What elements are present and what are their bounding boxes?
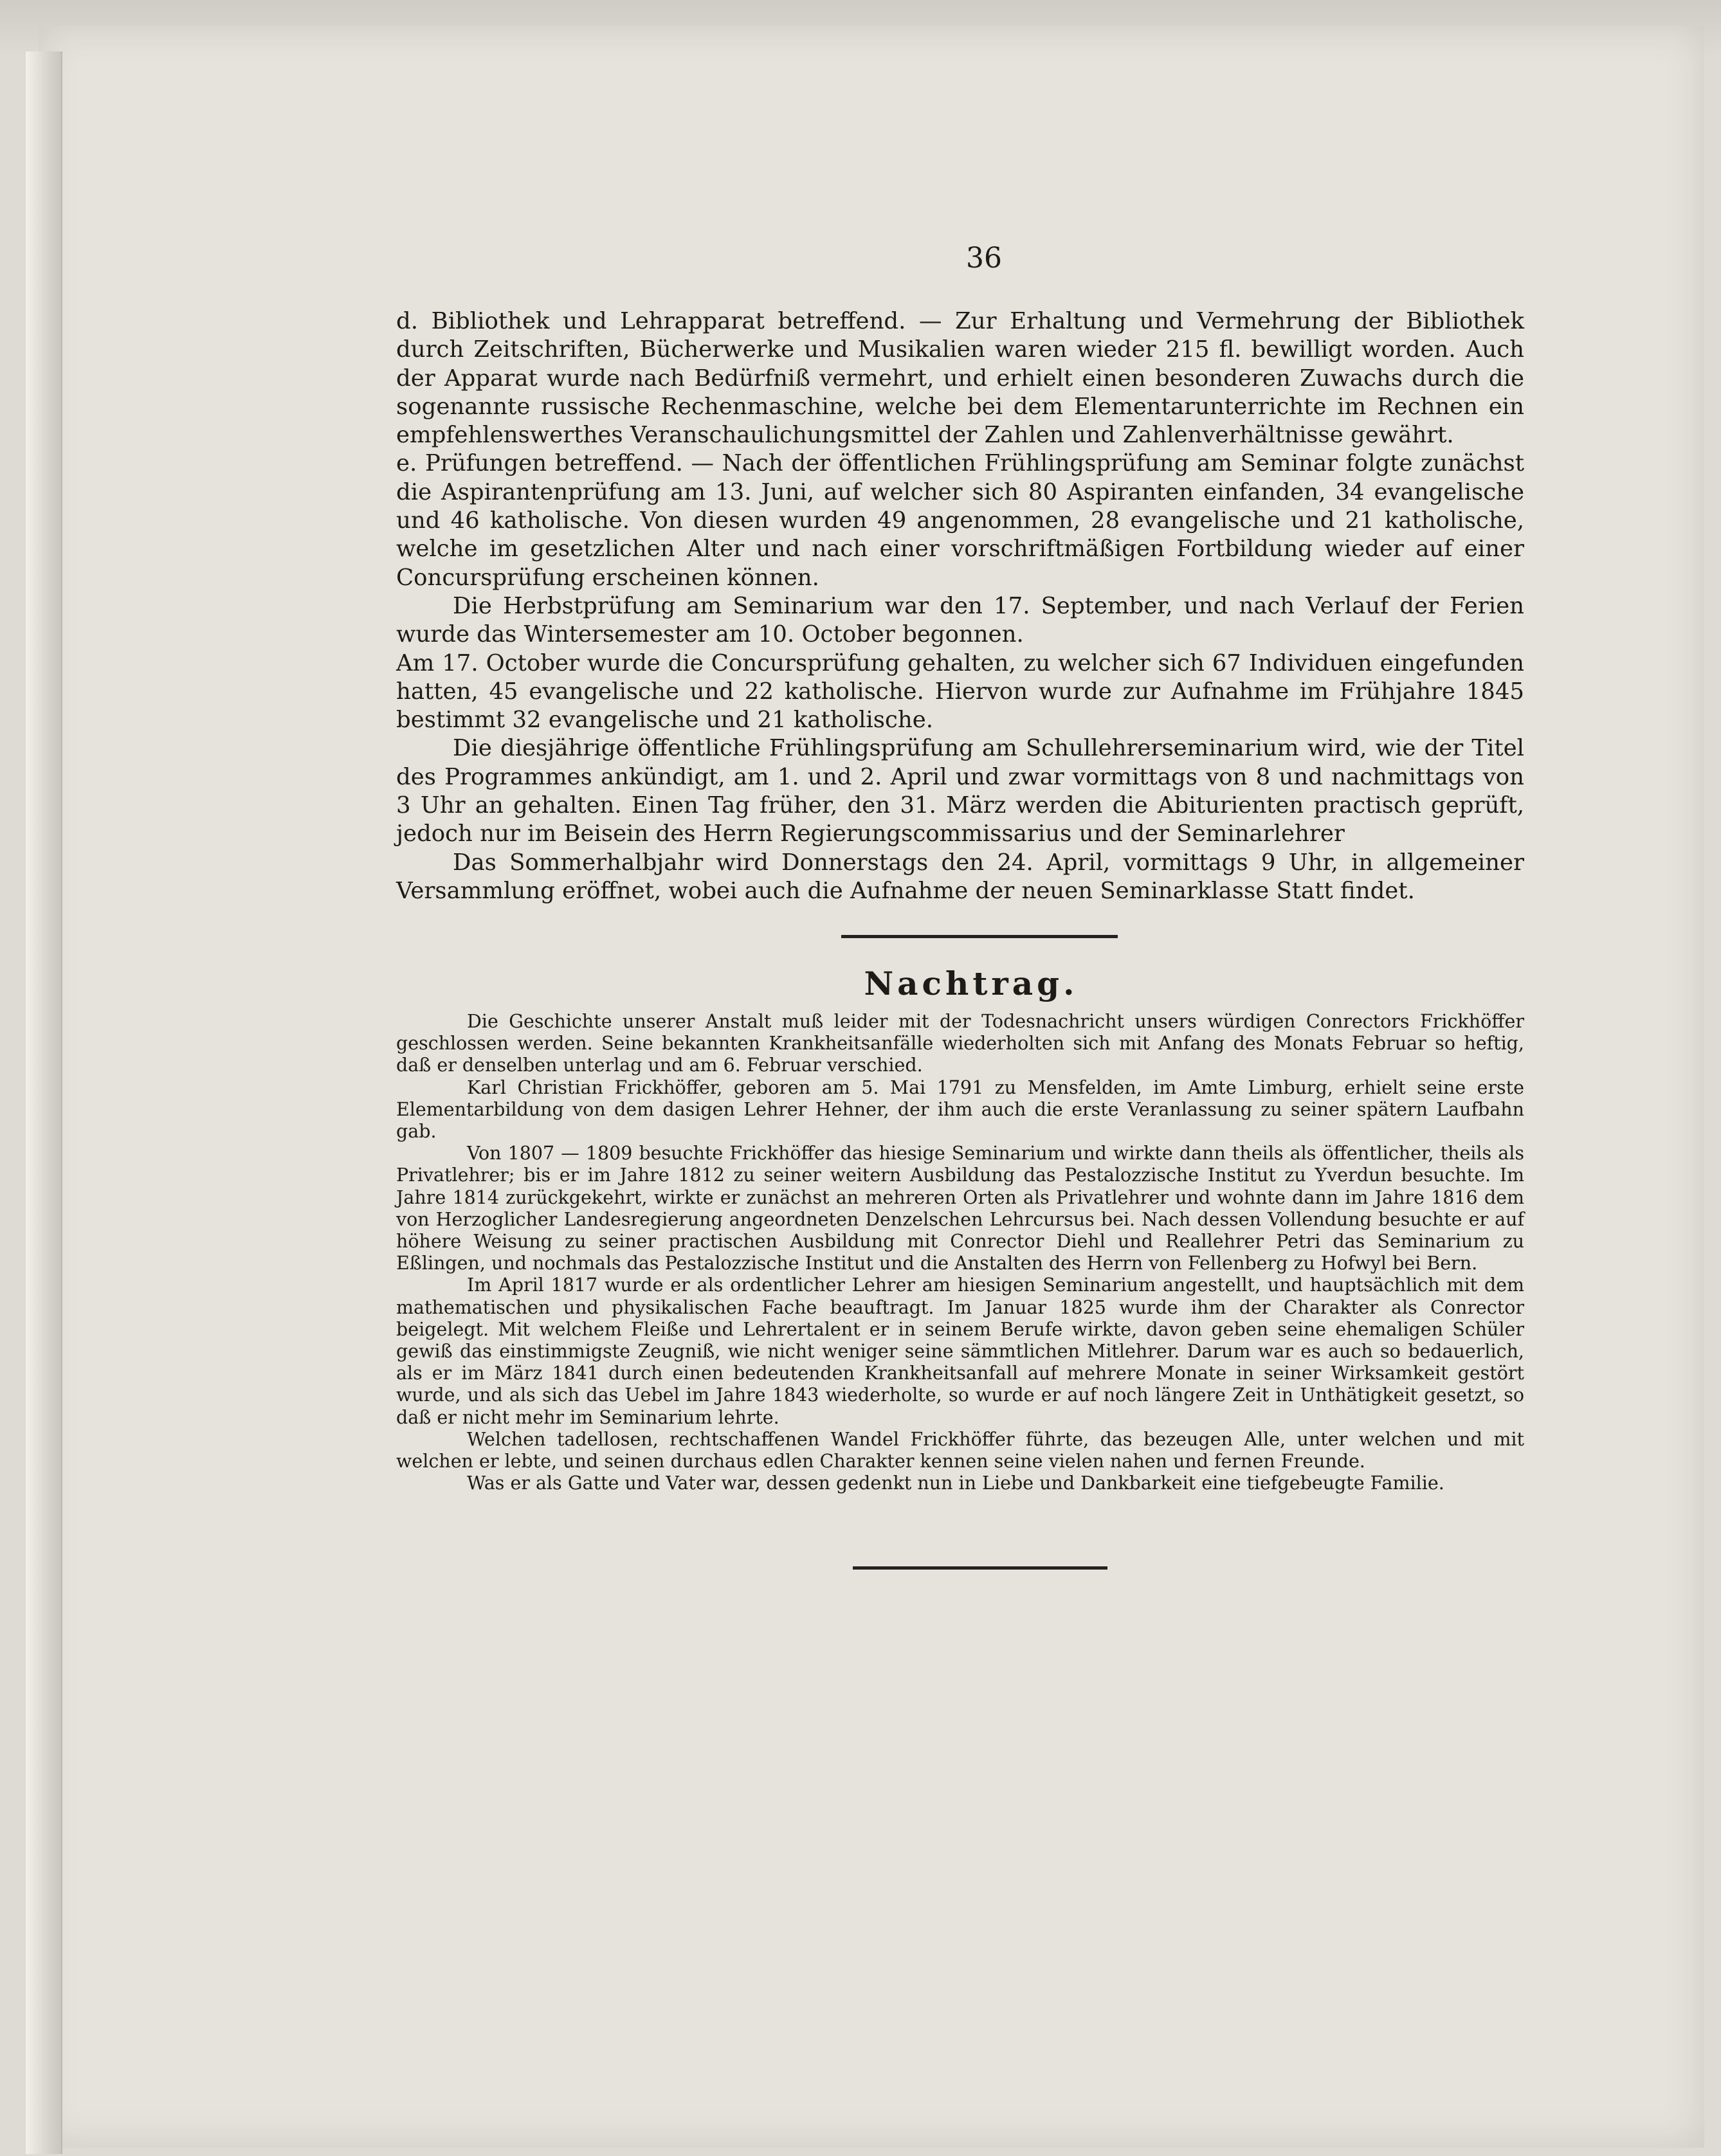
paragraph-bibliothek: d. Bibliothek und Lehrapparat betreffend. — Zur Erhaltung und Vermehrung der Bibliothek durch Zeitschriften, Bücherwerke und Musikalien waren wieder 215 fl. bewilligt worden. Auch der Apparat wurde nach Bedürfniß vermehrt, und erhielt einen besonderen Zuwachs durch die sogenannte russische Rechenmaschine, welche bei dem Elementarunterrichte im Rechnen ein empfehlenswerthes Veranschaulichungsmittel der Zahlen und Zahlenverhältnisse gewährt.: [396, 308, 1524, 449]
paragraph-fruehlingspruefung: Die diesjährige öffentliche Frühlingsprüfung am Schullehrerseminarium wird, wie der Titel des Programmes ankündigt, am 1. und 2. April und zwar vormittags von 8 und nachmittags von 3 Uhr an gehalten. Einen Tag früher, den 31. März werden die Abiturienten practisch geprüft, jedoch nur im Beisein des Herrn Regierungscommissarius und der Seminarlehrer: [396, 735, 1524, 847]
main-text: [396, 307, 1524, 905]
divider-top: [841, 935, 1118, 938]
paragraph-concurspruefung: Am 17. October wurde die Concursprüfung gehalten, zu welcher sich 67 Individuen eingefunden hatten, 45 evangelische und 22 katholische. Hiervon wurde zur Aufnahme im Frühjahre 1845 bestimmt 32 evangelische und 21 katholische.: [396, 649, 1524, 734]
nachtrag-paragraph: Karl Christian Frickhöffer, geboren am 5. Mai 1791 zu Mensfelden, im Amte Limburg, erhielt seine erste Elementarbildung von dem dasigen Lehrer Hehner, der ihm auch die erste Veranlassung zu seiner spätern Laufbahn gab.: [396, 1076, 1524, 1143]
divider-bottom: [853, 1566, 1107, 1570]
paragraph-pruefungen: e. Prüfungen betreffend. — Nach der öffentlichen Frühlingsprüfung am Seminar folgte zunächst die Aspirantenprüfung am 13. Juni, auf welcher sich 80 Aspiranten einfanden, 34 evangelische und 46 katholische. Von diesen wurden 49 angenommen, 28 evangelische und 21 katholische, welche im gesetzlichen Alter und nach einer vorschriftmäßigen Fortbildung wieder auf einer Concursprüfung erscheinen können.: [396, 450, 1524, 591]
nachtrag-paragraph: Im April 1817 wurde er als ordentlicher Lehrer am hiesigen Seminarium angestellt, und hauptsächlich mit dem mathematischen und physikalischen Fache beauftragt. Im Januar 1825 wurde ihm der Charakter als Conrector beigelegt. Mit welchem Fleiße und Lehrertalent er in seinem Berufe wirkte, davon geben seine ehemaligen Schüler gewiß das einstimmigste Zeugniß, wie nicht weniger seine sämmtlichen Mitlehrer. Darum war es auch so bedauerlich, als er im März 1841 durch einen bedeutenden Krankheitsanfall auf mehrere Monate in seiner Wirksamkeit gestört wurde, und als sich das Uebel im Jahre 1843 wiederholte, so wurde er auf noch längere Zeit in Unthätigkeit gesetzt, so daß er nicht mehr im Seminarium lehrte.: [396, 1274, 1524, 1428]
page-number: 36: [966, 242, 1002, 275]
nachtrag-paragraph: Von 1807 — 1809 besuchte Frickhöffer das hiesige Seminarium und wirkte dann theils als öffentlicher, theils als Privatlehrer; bis er im Jahre 1812 zu seiner weitern Ausbildung das Pestalozzische Institut zu Yverdun besuchte. Im Jahre 1814 zurückgekehrt, wirkte er zunächst an mehreren Orten als Privatlehrer und wohnte dann im Jahre 1816 dem von Herzoglicher Landesregierung angeordneten Denzelschen Lehrcursus bei. Nach dessen Vollendung besuchte er auf höhere Weisung zu seiner practischen Ausbildung mit Conrector Diehl und Reallehrer Petri das Seminarium zu Eßlingen, und nochmals das Pestalozzische Institut und die Anstalten des Herrn von Fellenberg zu Hofwyl bei Bern.: [396, 1143, 1524, 1274]
paragraph-sommerhalbjahr: Das Sommerhalbjahr wird Donnerstags den 24. April, vormittags 9 Uhr, in allgemeiner Versammlung eröffnet, wobei auch die Aufnahme der neuen Seminarklasse Statt findet.: [396, 849, 1524, 904]
binding-fold: [26, 51, 62, 2154]
section-heading: Nachtrag.: [864, 965, 1079, 1002]
nachtrag-paragraph: Welchen tadellosen, rechtschaffenen Wandel Frickhöffer führte, das bezeugen Alle, unter welchen und mit welchen er lebte, und seinen durchaus edlen Charakter kennen seine vielen nahen und fernen Freunde.: [396, 1428, 1524, 1472]
nachtrag-paragraph: Die Geschichte unserer Anstalt muß leider mit der Todesnachricht unsers würdigen Conrectors Frickhöffer geschlossen werden. Seine bekannten Krankheitsanfälle wiederholten sich mit Anfang des Monats Februar so heftig, daß er denselben unterlag und am 6. Februar verschied.: [396, 1011, 1524, 1076]
paragraph-herbstpruefung: Die Herbstprüfung am Seminarium war den 17. September, und nach Verlauf der Ferien wurde das Wintersemester am 10. October begonnen.: [396, 592, 1524, 648]
nachtrag-text: [396, 1011, 1524, 1494]
nachtrag-paragraph: Was er als Gatte und Vater war, dessen gedenkt nun in Liebe und Dankbarkeit eine tiefgebeugte Familie.: [467, 1472, 1444, 1494]
